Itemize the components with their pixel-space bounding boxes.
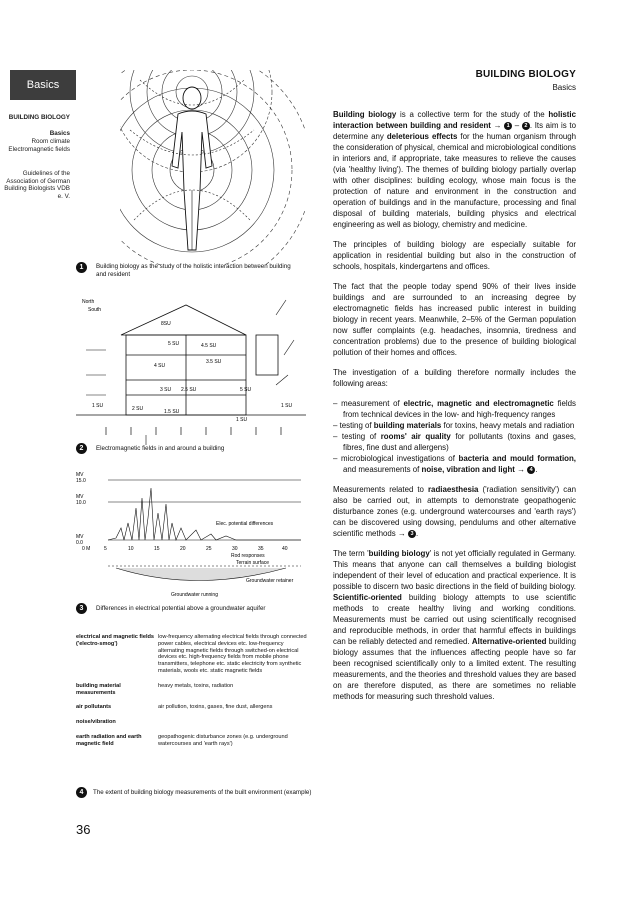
north-label: North: [82, 299, 95, 305]
paragraph: The investigation of a building therefore normally includes the following areas:: [333, 368, 576, 388]
investigation-list: [333, 398, 576, 475]
running-label: Groundwater running: [171, 592, 218, 598]
su-label: 3 SU: [160, 387, 172, 393]
sidebar-item-building-biology: BUILDING BIOLOGY: [8, 114, 70, 121]
rod-responses-label: Rod responses: [231, 553, 265, 559]
measurements-table: [76, 634, 311, 756]
su-label: 5 SU: [168, 341, 180, 347]
figure-3-caption: Differences in electrical potential above a groundwater aquifer: [96, 605, 266, 612]
su-label: 2.5 SU: [181, 387, 197, 393]
sidebar-item-guidelines: Guidelines of the Association of German Building Biologists VDB e. V.: [4, 170, 70, 200]
figure-4-caption: The extent of building biology measurements of the built environment (example): [93, 789, 312, 796]
x-tick: 30: [232, 546, 238, 552]
figure-2-illustration: [76, 295, 306, 445]
terrain-label: Terrain surface: [236, 560, 270, 566]
mv-tick: 0.0: [76, 540, 83, 546]
list-item: – testing of building materials for toxins, heavy metals and radiation: [333, 421, 575, 430]
body-text: [333, 109, 576, 711]
list-item: – microbiological investigations of bacteria and mould formation, and measurements of noise, vibration and light → 4 .: [333, 454, 576, 474]
su-label: 1 SU: [92, 403, 104, 409]
table-row: electrical and magnetic fields ('electro-smog') low-frequency alternating electrical fields through connected power cables, electrical devices etc. low-frequency alternating magnetic fields through switched-on electrical devices etc. high-frequency fields from mobile phone transmitters, telephone etc. static electricity from synthetic materials, wools etc. static magnetic fields: [76, 634, 307, 674]
x-tick: 40: [282, 546, 288, 552]
su-label: 4.5 SU: [201, 343, 217, 349]
retainer-label: Groundwater retainer: [246, 578, 294, 584]
paragraph: Measurements related to radiaesthesia ('radiation sensitivity') can also be carried out, in attempts to demonstrate geopathogenic disturbance zones (e.g. underground watercourses and 'earth rays') can be discovered using dowsing, pendulums and other alternative scientific methods → 3 .: [333, 485, 576, 538]
figure-1-number: 1: [76, 262, 87, 273]
su-label: 1 SU: [281, 403, 293, 409]
page-subtitle: Basics: [552, 83, 576, 92]
x-tick: 5: [104, 546, 107, 552]
figure-3-chart: [76, 468, 311, 598]
figure-3-number: 3: [76, 603, 87, 614]
x-tick: 35: [258, 546, 264, 552]
table-row: air pollutants air pollution, toxins, gases, fine dust, allergens: [76, 704, 273, 711]
x-tick: 15: [154, 546, 160, 552]
table-row: noise/vibration: [76, 719, 116, 726]
table-row: earth radiation and earth magnetic field geopathogenic disturbance zones (e.g. underground watercourses and 'earth rays'): [76, 733, 288, 747]
figure-1-caption: Building biology as the study of the holistic interaction between building and resident: [96, 263, 291, 278]
list-item: – measurement of electric, magnetic and electromagnetic fields from technical devices in the low- and high-frequency ranges: [333, 399, 576, 419]
paragraph: The fact that the people today spend 90% of their lives inside buildings and are surrounded to an increasing degree by electromagnetic fields has increased public interest in building biology in recent years. Meanwhile, 2–5% of the German population now suffer complaints (e.g. headaches, insomnia, tiredness and concentration problems) due to the presence of building biological pollution of their homes and offices.: [333, 282, 576, 357]
sidebar-item-basics: Basics: [49, 130, 70, 137]
su-label: 8SU: [161, 321, 171, 327]
sidebar-item-room-climate: Room climate: [31, 138, 70, 145]
mv-axis-label: MV: [76, 494, 84, 500]
paragraph: Building biology is a collective term for the study of the holistic interaction between building and resident → 1 – 2 . Its aim is to determine any deleterious effects for the human organism through the consideration of physical, chemical and microbiological conditions in interiors and, if appropriate, take measures to relieve the causes (via 'healthy living'). The themes of building biology partially overlap with other disciplines: building ecology, whose main focus is the protection of nature and environment in the construction and operation of buildings and in the manufacture, processing and final disposal of building materials, building physics and electrical engineering as well as biology, chemistry and medicine.: [333, 110, 576, 229]
figure-4-number: 4: [76, 787, 87, 798]
section-tab: Basics: [10, 70, 76, 100]
x-tick: 0 M: [82, 546, 91, 552]
x-tick: 20: [180, 546, 186, 552]
figure-2-caption: Electromagnetic fields in and around a building: [96, 445, 225, 452]
paragraph: The term 'building biology' is not yet officially regulated in Germany. This means that anyone can call themselves a building biologist independent of their level of education and practical experience. It is possible to discern two basic directions in the field of building biology. Scientific-oriented building biology attempts to use scientific methods to create healthy living and working conditions. Measurements must be carried out using scientifically recognised and reproducible methods, in order that harmful effects in buildings can be reliably detected and remedied. Alternative-oriented building biology assumes that the influences affecting people have so far been recognised scientifically only to a limited extent. The resulting measurements, and the theories and threshold values they are based on are therefore disputed, as there are sometimes no reliable methods for measuring such threshold values.: [333, 549, 576, 701]
south-label: South: [88, 307, 102, 313]
page-number: 36: [76, 822, 91, 837]
mv-tick: 15.0: [76, 478, 86, 484]
x-tick: 10: [128, 546, 134, 552]
x-tick: 25: [206, 546, 212, 552]
su-label: 5 SU: [240, 387, 252, 393]
figure-2-number: 2: [76, 443, 87, 454]
su-label: 1.5 SU: [164, 409, 180, 415]
page-title: BUILDING BIOLOGY: [475, 69, 576, 80]
list-item: – testing of rooms' air quality for pollutants (toxins and gases, fibres, fine dust and allergens): [333, 432, 576, 452]
mv-tick: 10.0: [76, 500, 86, 506]
sidebar-item-electromagnetic-fields: Electromagnetic fields: [8, 146, 70, 153]
paragraph: The principles of building biology are especially suitable for application in residential building but also in the construction of schools, hospitals, kindergartens and offices.: [333, 240, 576, 271]
elec-potential-label: Elec. potential differences: [216, 521, 274, 527]
mv-axis-label: MV: [76, 472, 84, 478]
table-row: building material measurements heavy metals, toxins, radiation: [76, 682, 234, 696]
su-label: 2 SU: [132, 406, 144, 412]
mv-axis-label: MV: [76, 534, 84, 540]
su-label: 4 SU: [154, 363, 166, 369]
su-label: 1 SU: [236, 417, 248, 423]
su-label: 3.5 SU: [206, 359, 222, 365]
figure-1-illustration: [120, 70, 305, 265]
